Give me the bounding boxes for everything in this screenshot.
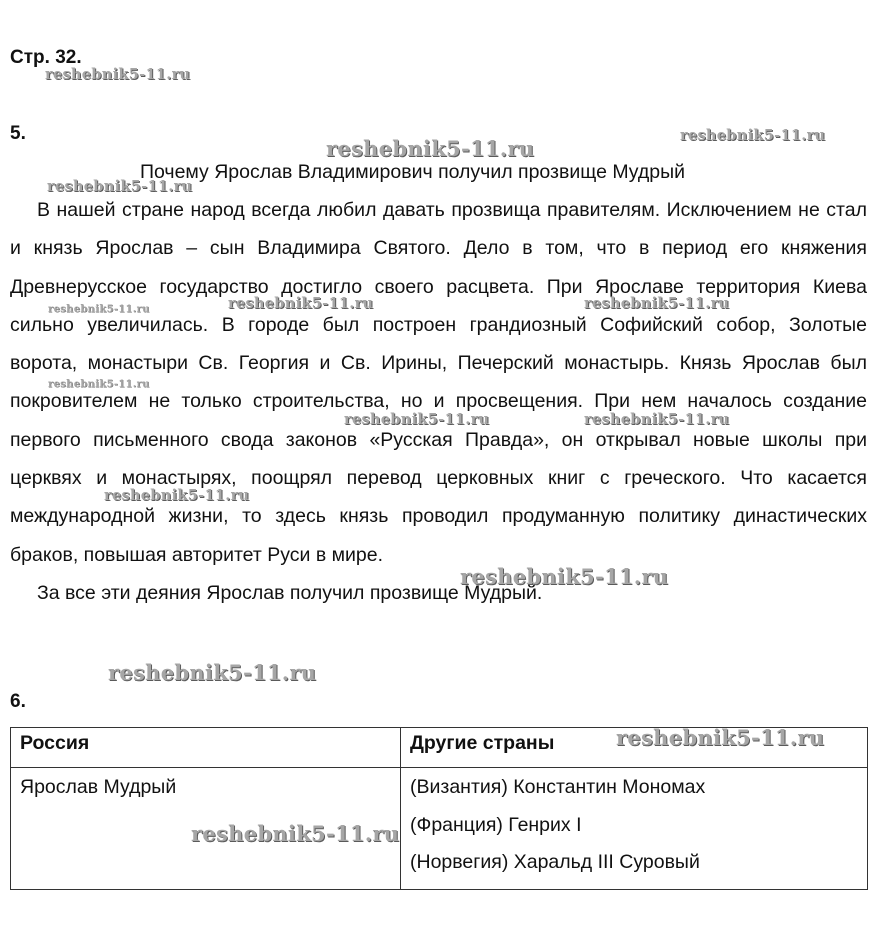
watermark-text: reshebnik5-11.ru xyxy=(48,304,150,315)
watermark-text: reshebnik5-11.ru xyxy=(45,66,191,83)
cell-other-countries xyxy=(401,768,868,890)
watermark-text: reshebnik5-11.ru xyxy=(108,660,317,685)
watermark-text: reshebnik5-11.ru xyxy=(460,564,669,589)
table-row xyxy=(11,768,868,890)
rulers-table xyxy=(10,727,868,890)
watermark-text: reshebnik5-11.ru xyxy=(344,411,490,428)
page-label: Стр. 32. xyxy=(10,47,82,68)
essay-paragraph-main: В нашей стране народ всегда любил давать прозвища правителям. Исключением не стал и князь Ярослав – сын Владимира Святого. Дело в том, что в период его княжения Древнерусское государство достигло своего расцвета. При Ярославе территория Киева сильно увеличилась. В городе был построен грандиозный Софийский собор, Золотые ворота, монастыри Св. Георгия и Св. Ирины, Печерский монастырь. Князь Ярослав был покровителем не только строительства, но и просвещения. При нем началось создание первого письменного свода законов «Русская Правда», он открывал новые школы при церквях и монастырях, поощрял перевод церковных книг с греческого. Что касается международной жизни, то здесь князь проводил продуманную политику династических браков, повышая авторитет Руси в мире. xyxy=(10,199,867,566)
essay-body xyxy=(10,191,867,612)
ruler-france: (Франция) Генрих I xyxy=(410,813,582,836)
task-5-number: 5. xyxy=(10,123,26,144)
ruler-russia: Ярослав Мудрый xyxy=(20,776,177,798)
watermark-text: reshebnik5-11.ru xyxy=(680,127,826,144)
ruler-byzantium: (Византия) Константин Мономах xyxy=(410,776,706,798)
watermark-text: reshebnik5-11.ru xyxy=(47,178,193,195)
essay-paragraph-conclusion: За все эти деяния Ярослав получил прозвище Мудрый. xyxy=(37,581,543,604)
watermark-text: reshebnik5-11.ru xyxy=(616,725,825,750)
watermark-text: reshebnik5-11.ru xyxy=(104,487,250,504)
watermark-text: reshebnik5-11.ru xyxy=(584,295,730,312)
task-6-number: 6. xyxy=(10,691,26,712)
watermark-text: reshebnik5-11.ru xyxy=(584,411,730,428)
watermark-text: reshebnik5-11.ru xyxy=(191,821,400,846)
watermark-text: reshebnik5-11.ru xyxy=(228,295,374,312)
header-russia: Россия xyxy=(11,728,401,768)
essay-title: Почему Ярослав Владимирович получил прозвище Мудрый xyxy=(140,161,686,183)
watermark-text: reshebnik5-11.ru xyxy=(326,136,535,161)
header-other-countries: Другие страны xyxy=(401,728,868,768)
watermark-text: reshebnik5-11.ru xyxy=(48,379,150,390)
ruler-norway: (Норвегия) Харальд III Суровый xyxy=(410,851,700,873)
